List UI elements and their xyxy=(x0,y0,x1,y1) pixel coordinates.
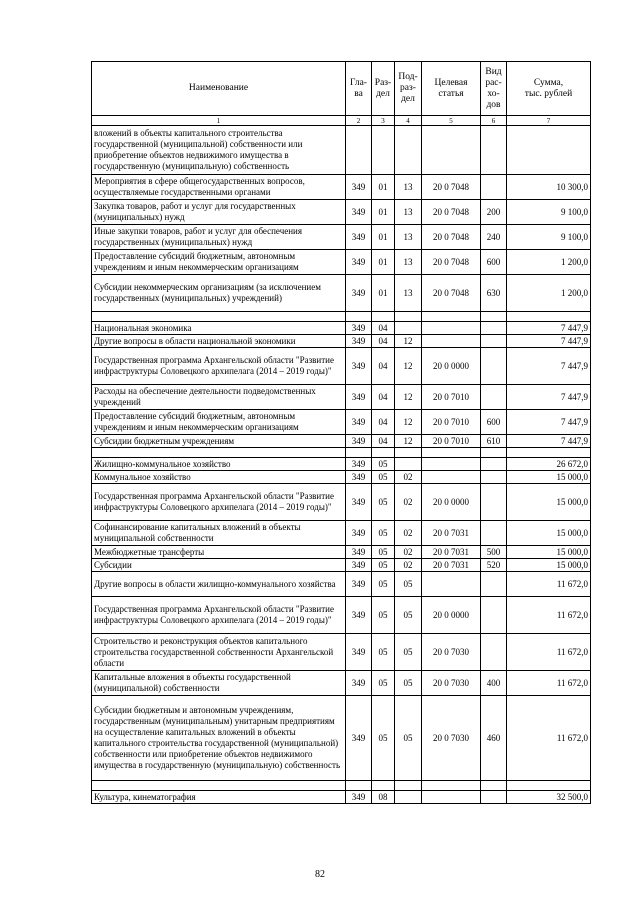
cell-statya: 20 0 7048 xyxy=(422,200,481,225)
cell-vid xyxy=(481,471,507,484)
header-razdel-text: Раз- дел xyxy=(374,77,392,99)
cell-glava: 349 xyxy=(346,410,372,435)
cell-summa xyxy=(507,781,591,791)
cell-glava: 349 xyxy=(346,521,372,546)
cell-name: Государственная программа Архангельской области "Развитие инфраструктуры Соловецкого архипелага (2014 – 2019 годы)" xyxy=(92,348,346,385)
table-row xyxy=(92,200,591,225)
page-number: 82 xyxy=(315,869,325,880)
cell-statya: 20 0 7010 xyxy=(422,410,481,435)
cell-vid xyxy=(481,572,507,597)
table-row xyxy=(92,126,591,175)
cell-name: Другие вопросы в области жилищно-коммунального хозяйства xyxy=(92,572,346,597)
cell-name: Софинансирование капитальных вложений в объекты муниципальной собственности xyxy=(92,521,346,546)
cell-summa: 15 000,0 xyxy=(507,484,591,521)
cell-razdel: 01 xyxy=(372,275,395,312)
cell-razdel: 04 xyxy=(372,348,395,385)
cell-statya: 20 0 0000 xyxy=(422,484,481,521)
cell-summa xyxy=(507,448,591,458)
cell-vid xyxy=(481,521,507,546)
cell-statya: 20 0 7048 xyxy=(422,250,481,275)
cell-glava: 349 xyxy=(346,696,372,781)
cell-statya: 20 0 7010 xyxy=(422,435,481,448)
cell-glava: 349 xyxy=(346,435,372,448)
table-row xyxy=(92,471,591,484)
cell-summa: 1 200,0 xyxy=(507,250,591,275)
cell-summa xyxy=(507,126,591,175)
cell-podrazdel: 12 xyxy=(395,335,422,348)
cell-vid: 460 xyxy=(481,696,507,781)
cell-vid xyxy=(481,322,507,335)
cell-glava: 349 xyxy=(346,484,372,521)
cell-vid xyxy=(481,348,507,385)
cell-vid: 610 xyxy=(481,435,507,448)
cell-vid xyxy=(481,448,507,458)
cell-statya: 20 0 7048 xyxy=(422,225,481,250)
cell-podrazdel: 02 xyxy=(395,559,422,572)
cell-name xyxy=(92,781,346,791)
cell-podrazdel: 05 xyxy=(395,671,422,696)
cell-vid xyxy=(481,484,507,521)
budget-table xyxy=(91,61,591,804)
table-row xyxy=(92,410,591,435)
cell-glava: 349 xyxy=(346,275,372,312)
cell-statya: 20 0 7030 xyxy=(422,671,481,696)
table-row xyxy=(92,225,591,250)
header-glava xyxy=(346,62,372,116)
column-number-row xyxy=(92,116,591,126)
cell-statya xyxy=(422,322,481,335)
cell-glava: 349 xyxy=(346,546,372,559)
cell-glava: 349 xyxy=(346,572,372,597)
cell-razdel: 01 xyxy=(372,200,395,225)
cell-name: Субсидии некоммерческим организациям (за исключением государственных (муниципальных) учреждений) xyxy=(92,275,346,312)
cell-statya xyxy=(422,572,481,597)
cell-statya xyxy=(422,312,481,322)
table-row xyxy=(92,634,591,671)
cell-statya: 20 0 7031 xyxy=(422,546,481,559)
cell-glava: 349 xyxy=(346,559,372,572)
cell-name: Закупка товаров, работ и услуг для государственных (муниципальных) нужд xyxy=(92,200,346,225)
cell-glava: 349 xyxy=(346,250,372,275)
cell-glava: 349 xyxy=(346,471,372,484)
cell-podrazdel: 13 xyxy=(395,200,422,225)
cell-podrazdel: 02 xyxy=(395,521,422,546)
cell-summa: 15 000,0 xyxy=(507,559,591,572)
cell-razdel xyxy=(372,312,395,322)
cell-razdel: 01 xyxy=(372,250,395,275)
header-razdel xyxy=(372,62,395,116)
header-summa xyxy=(507,62,591,116)
cell-razdel: 05 xyxy=(372,696,395,781)
cell-statya xyxy=(422,781,481,791)
cell-summa: 1 200,0 xyxy=(507,275,591,312)
cell-podrazdel: 13 xyxy=(395,225,422,250)
cell-razdel: 05 xyxy=(372,458,395,471)
cell-razdel: 04 xyxy=(372,335,395,348)
cell-glava xyxy=(346,126,372,175)
cell-statya: 20 0 7048 xyxy=(422,275,481,312)
cell-name: Строительство и реконструкция объектов капитального строительства государственной собственности Архангельской области xyxy=(92,634,346,671)
cell-glava: 349 xyxy=(346,597,372,634)
cell-podrazdel xyxy=(395,791,422,804)
cell-vid xyxy=(481,634,507,671)
cell-vid xyxy=(481,385,507,410)
table-row xyxy=(92,385,591,410)
cell-statya: 20 0 7030 xyxy=(422,696,481,781)
cell-podrazdel: 05 xyxy=(395,572,422,597)
cell-name: Жилищно-коммунальное хозяйство xyxy=(92,458,346,471)
cell-glava: 349 xyxy=(346,671,372,696)
header-summa-text: Сумма, тыс. рублей xyxy=(524,77,573,99)
cell-razdel: 04 xyxy=(372,385,395,410)
cell-glava: 349 xyxy=(346,791,372,804)
cell-podrazdel: 12 xyxy=(395,348,422,385)
cell-name: Коммунальное хозяйство xyxy=(92,471,346,484)
cell-razdel xyxy=(372,781,395,791)
cell-name: Культура, кинематография xyxy=(92,791,346,804)
cell-podrazdel: 02 xyxy=(395,546,422,559)
cell-name: Предоставление субсидий бюджетным, автономным учреждениям и иным некоммерческим организациям xyxy=(92,410,346,435)
table-spacer-row xyxy=(92,448,591,458)
cell-statya: 20 0 7030 xyxy=(422,634,481,671)
cell-vid: 500 xyxy=(481,546,507,559)
header-vid xyxy=(481,62,507,116)
cell-summa: 9 100,0 xyxy=(507,200,591,225)
cell-razdel: 05 xyxy=(372,559,395,572)
table-row xyxy=(92,458,591,471)
cell-vid: 600 xyxy=(481,410,507,435)
column-number: 2 xyxy=(346,116,372,126)
cell-glava xyxy=(346,781,372,791)
table-spacer-row xyxy=(92,312,591,322)
cell-summa: 11 672,0 xyxy=(507,696,591,781)
table-row xyxy=(92,275,591,312)
cell-summa: 11 672,0 xyxy=(507,597,591,634)
cell-glava xyxy=(346,312,372,322)
cell-glava xyxy=(346,448,372,458)
cell-name: Межбюджетные трансферты xyxy=(92,546,346,559)
cell-vid xyxy=(481,335,507,348)
cell-summa: 15 000,0 xyxy=(507,546,591,559)
cell-glava: 349 xyxy=(346,175,372,200)
cell-vid: 200 xyxy=(481,200,507,225)
column-number: 7 xyxy=(507,116,591,126)
cell-podrazdel: 02 xyxy=(395,484,422,521)
cell-statya xyxy=(422,448,481,458)
cell-summa: 7 447,9 xyxy=(507,335,591,348)
cell-name xyxy=(92,312,346,322)
cell-statya: 20 0 7031 xyxy=(422,521,481,546)
table-row xyxy=(92,696,591,781)
table-header xyxy=(92,62,591,126)
cell-vid xyxy=(481,458,507,471)
table-row xyxy=(92,484,591,521)
cell-podrazdel: 05 xyxy=(395,597,422,634)
table-row xyxy=(92,791,591,804)
table-row xyxy=(92,572,591,597)
cell-podrazdel xyxy=(395,322,422,335)
cell-podrazdel: 05 xyxy=(395,634,422,671)
table-row xyxy=(92,322,591,335)
cell-podrazdel: 12 xyxy=(395,410,422,435)
cell-vid xyxy=(481,781,507,791)
cell-glava: 349 xyxy=(346,322,372,335)
table-row xyxy=(92,250,591,275)
cell-name: Предоставление субсидий бюджетным, автономным учреждениям и иным некоммерческим организациям xyxy=(92,250,346,275)
cell-vid: 520 xyxy=(481,559,507,572)
cell-podrazdel xyxy=(395,781,422,791)
cell-name: Другие вопросы в области национальной экономики xyxy=(92,335,346,348)
cell-razdel xyxy=(372,448,395,458)
cell-statya xyxy=(422,471,481,484)
cell-vid xyxy=(481,126,507,175)
table-row xyxy=(92,546,591,559)
cell-podrazdel: 12 xyxy=(395,385,422,410)
cell-podrazdel: 13 xyxy=(395,275,422,312)
column-number: 4 xyxy=(395,116,422,126)
cell-summa: 11 672,0 xyxy=(507,572,591,597)
cell-podrazdel: 12 xyxy=(395,435,422,448)
cell-summa xyxy=(507,312,591,322)
header-name: Наименование xyxy=(92,62,346,116)
cell-statya xyxy=(422,126,481,175)
cell-name: Государственная программа Архангельской области "Развитие инфраструктуры Соловецкого архипелага (2014 – 2019 годы)" xyxy=(92,597,346,634)
table-row xyxy=(92,671,591,696)
cell-statya: 20 0 0000 xyxy=(422,597,481,634)
cell-razdel: 05 xyxy=(372,634,395,671)
cell-vid xyxy=(481,175,507,200)
header-podrazdel xyxy=(395,62,422,116)
cell-razdel: 08 xyxy=(372,791,395,804)
table-row xyxy=(92,435,591,448)
cell-razdel: 05 xyxy=(372,597,395,634)
table-row xyxy=(92,559,591,572)
cell-podrazdel: 05 xyxy=(395,696,422,781)
cell-statya: 20 0 7010 xyxy=(422,385,481,410)
cell-glava: 349 xyxy=(346,385,372,410)
cell-name: Субсидии xyxy=(92,559,346,572)
cell-summa: 11 672,0 xyxy=(507,671,591,696)
cell-name: Мероприятия в сфере общегосударственных вопросов, осуществляемые государственными органами xyxy=(92,175,346,200)
cell-statya xyxy=(422,458,481,471)
cell-razdel: 05 xyxy=(372,471,395,484)
table-row xyxy=(92,597,591,634)
header-podrazdel-text: Под- раз- дел xyxy=(398,72,418,104)
cell-razdel: 05 xyxy=(372,671,395,696)
cell-name: Капитальные вложения в объекты государственной (муниципальной) собственности xyxy=(92,671,346,696)
table-row xyxy=(92,521,591,546)
cell-statya xyxy=(422,791,481,804)
cell-vid xyxy=(481,597,507,634)
cell-podrazdel: 13 xyxy=(395,250,422,275)
cell-summa: 7 447,9 xyxy=(507,348,591,385)
cell-statya: 20 0 0000 xyxy=(422,348,481,385)
cell-summa: 26 672,0 xyxy=(507,458,591,471)
table-spacer-row xyxy=(92,781,591,791)
cell-glava: 349 xyxy=(346,200,372,225)
cell-summa: 15 000,0 xyxy=(507,521,591,546)
cell-razdel: 04 xyxy=(372,322,395,335)
header-statya xyxy=(422,62,481,116)
cell-razdel: 04 xyxy=(372,435,395,448)
cell-podrazdel: 13 xyxy=(395,175,422,200)
cell-podrazdel: 02 xyxy=(395,471,422,484)
cell-summa: 9 100,0 xyxy=(507,225,591,250)
cell-summa: 7 447,9 xyxy=(507,410,591,435)
table-row xyxy=(92,348,591,385)
cell-glava: 349 xyxy=(346,225,372,250)
cell-razdel: 05 xyxy=(372,546,395,559)
cell-summa: 11 672,0 xyxy=(507,634,591,671)
cell-name: Иные закупки товаров, работ и услуг для обеспечения государственных (муниципальных) нужд xyxy=(92,225,346,250)
cell-razdel: 01 xyxy=(372,225,395,250)
cell-podrazdel xyxy=(395,312,422,322)
cell-glava: 349 xyxy=(346,634,372,671)
cell-podrazdel xyxy=(395,458,422,471)
table-row xyxy=(92,175,591,200)
cell-name: Субсидии бюджетным учреждениям xyxy=(92,435,346,448)
cell-glava: 349 xyxy=(346,458,372,471)
cell-name xyxy=(92,448,346,458)
cell-summa: 32 500,0 xyxy=(507,791,591,804)
cell-summa: 7 447,9 xyxy=(507,385,591,410)
cell-summa: 7 447,9 xyxy=(507,435,591,448)
column-number: 5 xyxy=(422,116,481,126)
cell-razdel: 05 xyxy=(372,521,395,546)
cell-summa: 15 000,0 xyxy=(507,471,591,484)
cell-podrazdel xyxy=(395,448,422,458)
cell-name: Национальная экономика xyxy=(92,322,346,335)
cell-name: Расходы на обеспечение деятельности подведомственных учреждений xyxy=(92,385,346,410)
cell-vid: 600 xyxy=(481,250,507,275)
cell-vid: 630 xyxy=(481,275,507,312)
cell-razdel xyxy=(372,126,395,175)
cell-vid xyxy=(481,312,507,322)
cell-vid: 400 xyxy=(481,671,507,696)
cell-name: Государственная программа Архангельской области "Развитие инфраструктуры Соловецкого архипелага (2014 – 2019 годы)" xyxy=(92,484,346,521)
header-vid-text: Вид рас- хо- дов xyxy=(485,66,502,110)
header-glava-text: Гла- ва xyxy=(350,77,367,99)
cell-summa: 7 447,9 xyxy=(507,322,591,335)
header-statya-text: Целевая статья xyxy=(434,77,468,99)
cell-vid: 240 xyxy=(481,225,507,250)
cell-name: Субсидии бюджетным и автономным учреждениям, государственным (муниципальным) унитарным предприятиям на осуществление капитальных вложений в объекты капитального строительства государственной (муниципальной) собственности или приобретение объектов недвижимого имущества в государственную (муниципальную) собственность xyxy=(92,696,346,781)
cell-glava: 349 xyxy=(346,335,372,348)
table-body xyxy=(92,126,591,804)
cell-statya xyxy=(422,335,481,348)
column-number: 3 xyxy=(372,116,395,126)
cell-vid xyxy=(481,791,507,804)
table-row xyxy=(92,335,591,348)
cell-statya: 20 0 7031 xyxy=(422,559,481,572)
cell-razdel: 01 xyxy=(372,175,395,200)
cell-name: вложений в объекты капитального строительства государственной (муниципальной) собственности или приобретение объектов недвижимого имущества в государственную (муниципальную) собственность xyxy=(92,126,346,175)
cell-statya: 20 0 7048 xyxy=(422,175,481,200)
column-number: 1 xyxy=(92,116,346,126)
cell-razdel: 04 xyxy=(372,410,395,435)
column-number: 6 xyxy=(481,116,507,126)
cell-summa: 10 300,0 xyxy=(507,175,591,200)
cell-razdel: 05 xyxy=(372,572,395,597)
cell-podrazdel xyxy=(395,126,422,175)
cell-razdel: 05 xyxy=(372,484,395,521)
cell-glava: 349 xyxy=(346,348,372,385)
